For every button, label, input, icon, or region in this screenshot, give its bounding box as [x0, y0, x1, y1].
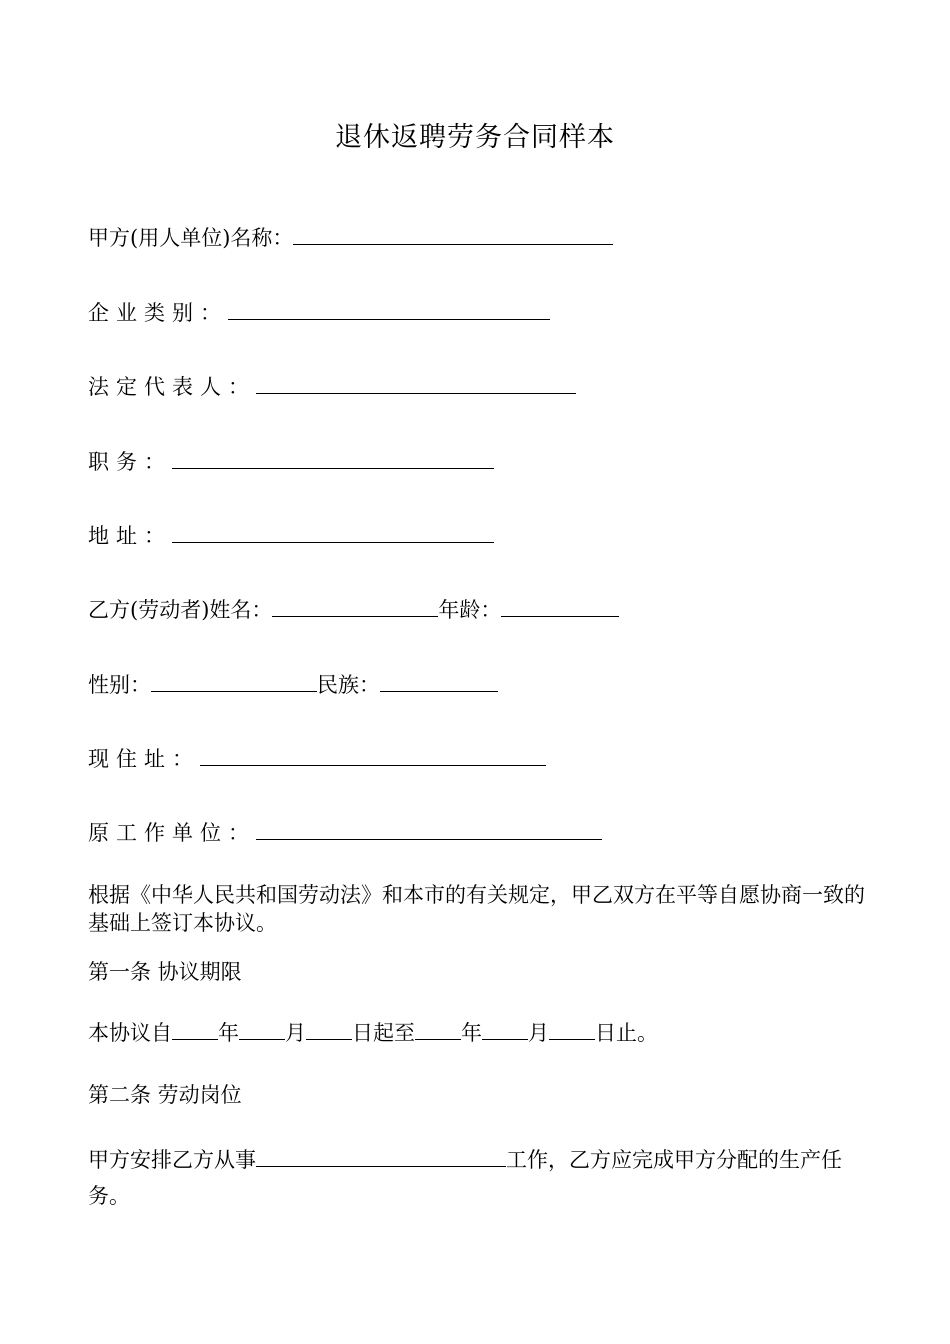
month-label: 月	[285, 1021, 306, 1045]
current-address-line	[88, 743, 546, 774]
term-prefix: 本协议自	[88, 1021, 172, 1045]
article-1-term-line	[88, 1017, 658, 1048]
current-address-blank[interactable]	[200, 743, 546, 766]
intro-paragraph: 根据《中华人民共和国劳动法》和本市的有关规定，甲乙双方在平等自愿协商一致的基础上签订本协议。	[88, 883, 865, 935]
job-blank[interactable]	[256, 1144, 506, 1167]
enterprise-type-blank[interactable]	[228, 297, 550, 320]
address-label: 地址：	[88, 524, 172, 548]
article-2-paragraph	[88, 1142, 868, 1214]
party-a-name-label: 甲方(用人单位)名称：	[88, 226, 294, 250]
former-employer-line	[88, 817, 602, 848]
job-suffix: 工作，乙方应完成甲方分配的生产任务。	[88, 1148, 842, 1208]
ethnicity-blank[interactable]	[380, 669, 498, 692]
former-employer-label: 原工作单位：	[88, 821, 256, 845]
end-day-blank[interactable]	[549, 1017, 595, 1040]
legal-rep-line	[88, 371, 576, 402]
start-day-blank[interactable]	[306, 1017, 352, 1040]
age-label: 年龄：	[438, 598, 502, 622]
enterprise-type-line	[88, 297, 550, 328]
year2-label: 年	[461, 1021, 482, 1045]
ethnicity-label: 民族：	[317, 673, 380, 697]
end-month-blank[interactable]	[482, 1017, 528, 1040]
age-blank[interactable]	[501, 594, 619, 617]
address-line	[88, 520, 494, 551]
article-1-heading: 第一条 协议期限	[88, 960, 242, 984]
current-address-label: 现住址：	[88, 747, 200, 771]
month2-label: 月	[528, 1021, 549, 1045]
start-year-blank[interactable]	[172, 1017, 218, 1040]
job-prefix: 甲方安排乙方从事	[88, 1148, 256, 1172]
gender-ethnicity-line	[88, 669, 498, 700]
article-2-heading: 第二条 劳动岗位	[88, 1083, 242, 1107]
position-label: 职务：	[88, 450, 172, 474]
year-label: 年	[218, 1021, 239, 1045]
day-to-label: 日止。	[595, 1021, 658, 1045]
gender-label: 性别：	[88, 673, 151, 697]
address-blank[interactable]	[172, 520, 494, 543]
enterprise-type-label: 企业类别：	[88, 301, 228, 325]
end-year-blank[interactable]	[415, 1017, 461, 1040]
party-a-name-line	[88, 222, 613, 253]
party-b-line	[88, 594, 619, 625]
former-employer-blank[interactable]	[256, 817, 602, 840]
legal-rep-label: 法定代表人：	[88, 375, 256, 399]
day-from-label: 日起至	[352, 1021, 415, 1045]
position-blank[interactable]	[172, 446, 494, 469]
position-line	[88, 446, 494, 477]
document-title: 退休返聘劳务合同样本	[335, 122, 615, 153]
party-b-name-blank[interactable]	[272, 594, 438, 617]
start-month-blank[interactable]	[239, 1017, 285, 1040]
party-a-name-blank[interactable]	[293, 222, 613, 245]
gender-blank[interactable]	[151, 669, 317, 692]
legal-rep-blank[interactable]	[256, 371, 576, 394]
party-b-name-label: 乙方(劳动者)姓名：	[88, 598, 273, 622]
